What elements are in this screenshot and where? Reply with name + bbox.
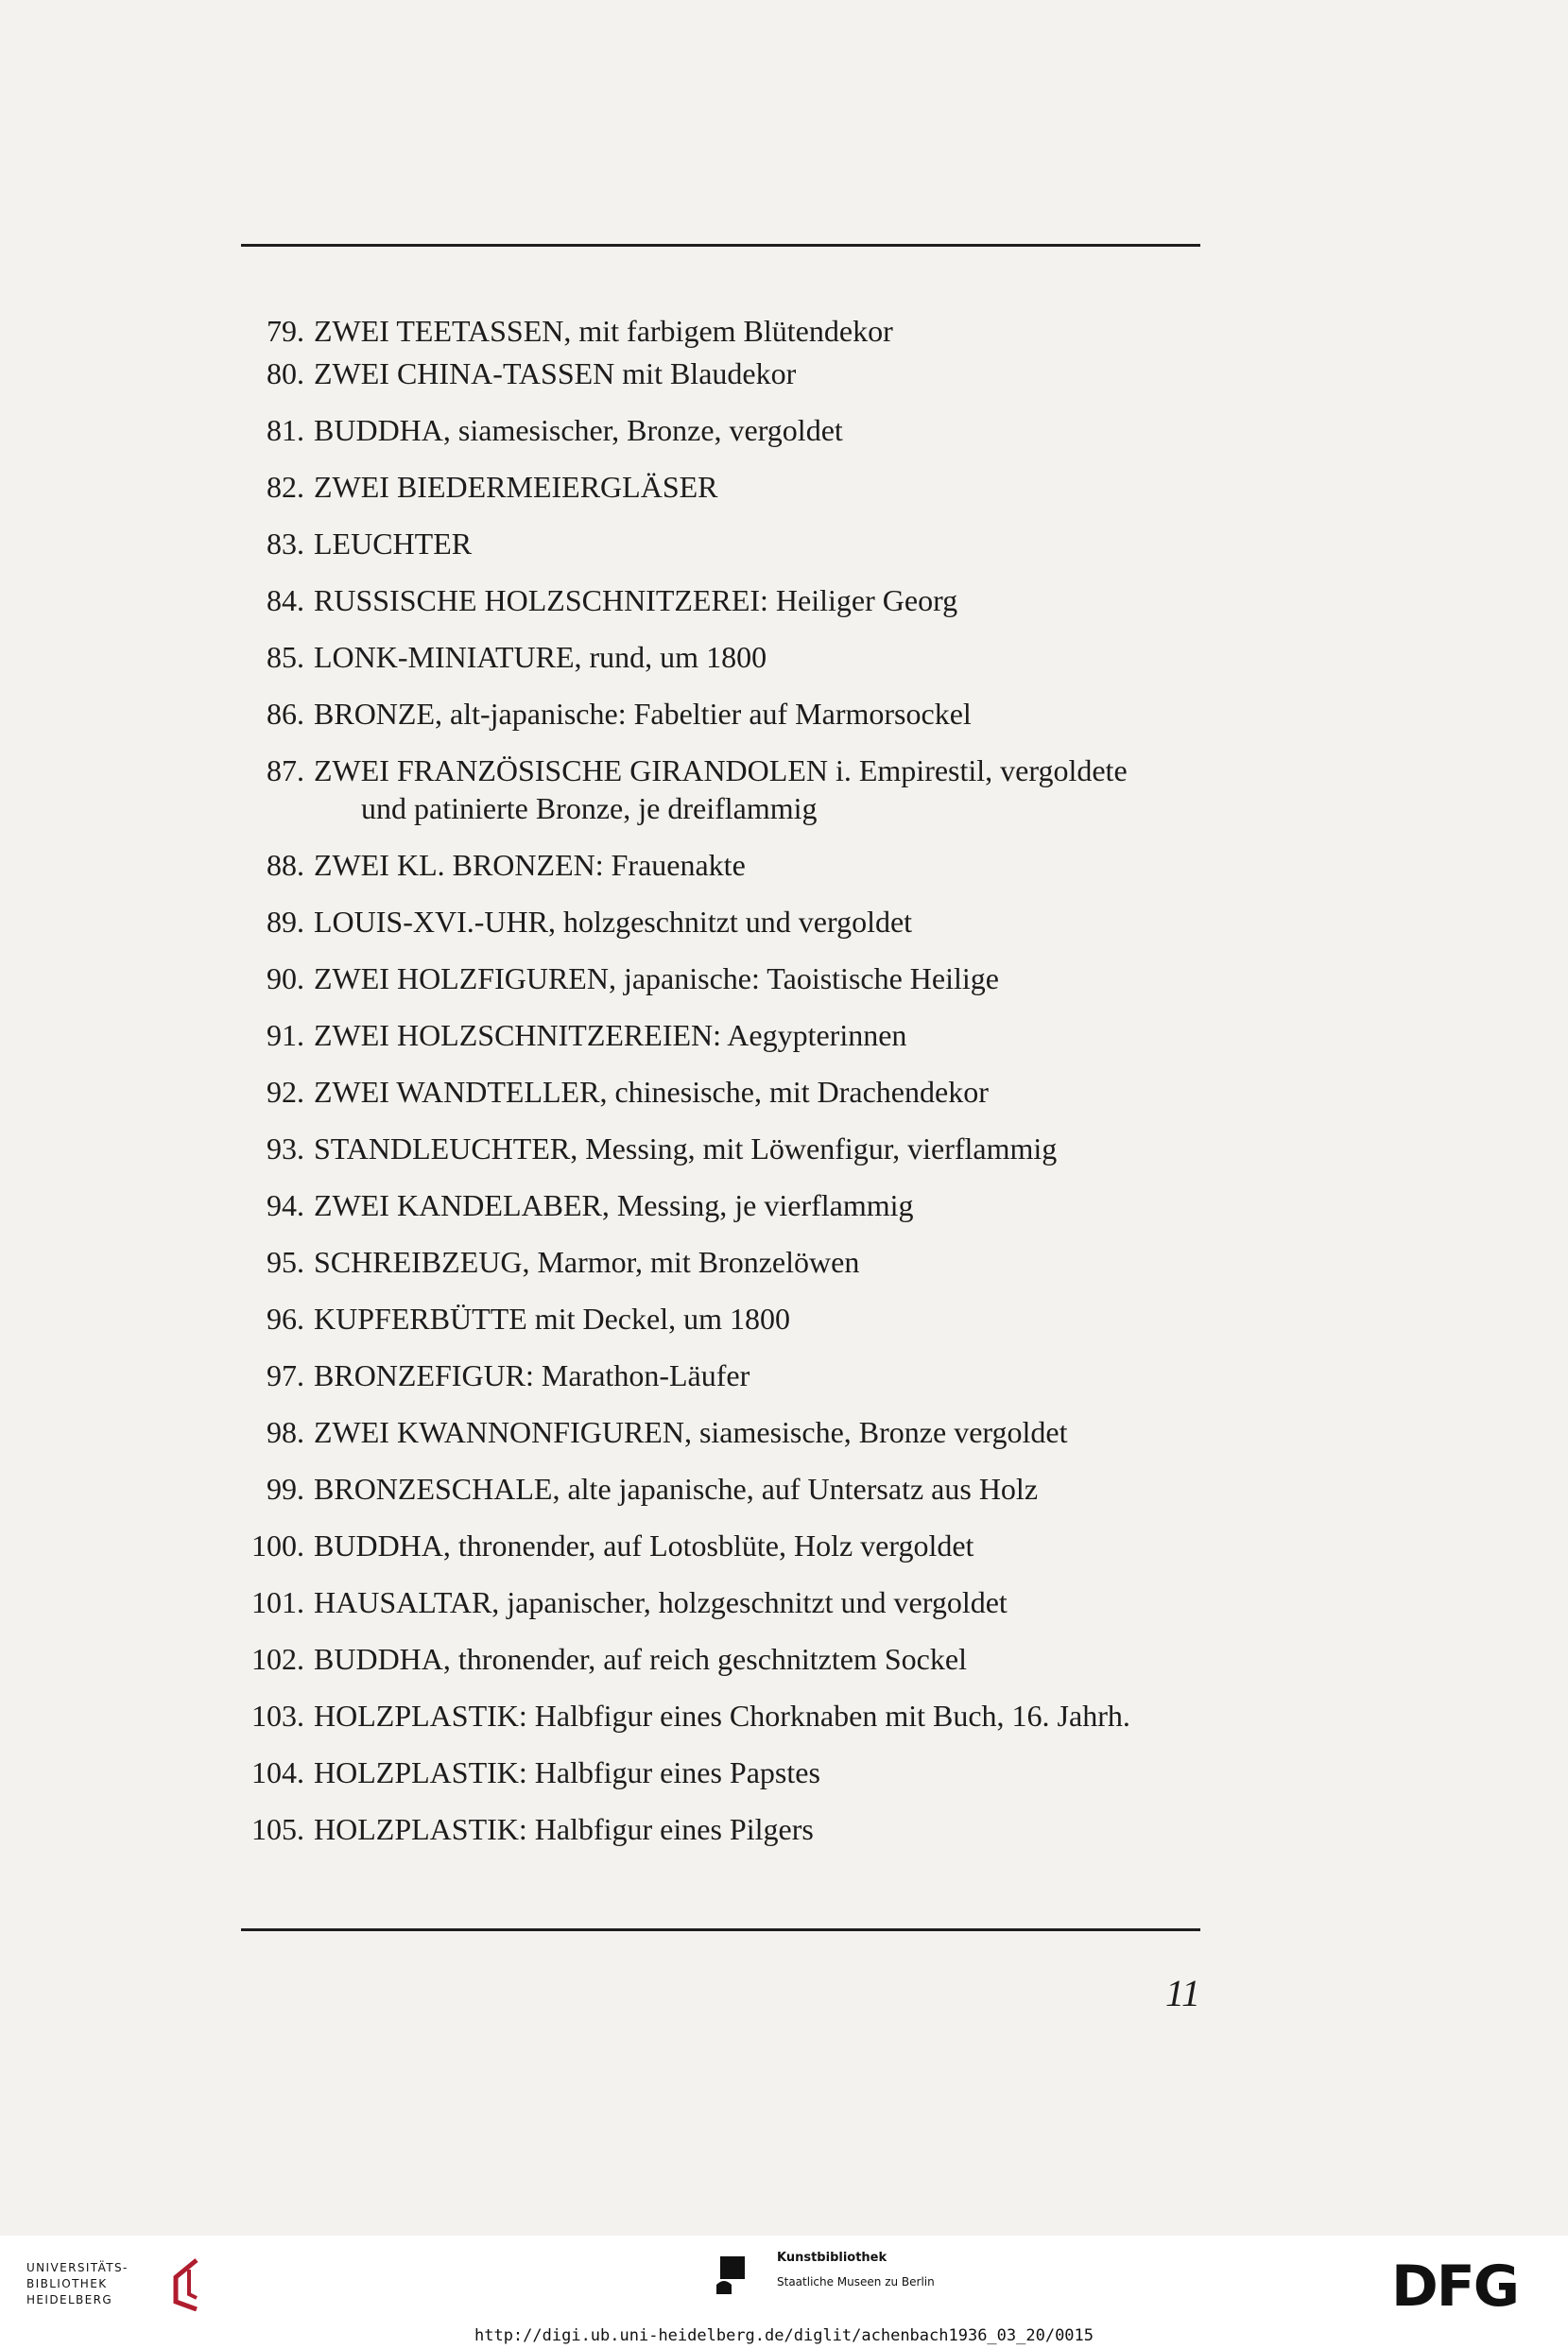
entry-text: BRONZEFIGUR: Marathon-Läufer (314, 1358, 750, 1392)
entry-number: 90. (267, 961, 304, 995)
catalog-entry (217, 1016, 1219, 1054)
entry-text: ZWEI HOLZFIGUREN, japanische: Taoistische Heilige (314, 961, 999, 995)
entry-text: HOLZPLASTIK: Halbfigur eines Pilgers (314, 1812, 814, 1846)
entry-text: ZWEI WANDTELLER, chinesische, mit Drachendekor (314, 1075, 989, 1109)
catalog-entry (217, 959, 1219, 997)
catalog-entry (217, 468, 1219, 506)
entry-number: 83. (267, 527, 304, 561)
entry-number: 94. (267, 1188, 304, 1222)
ub-line-1: UNIVERSITÄTS- (26, 2261, 129, 2274)
entry-text: BUDDHA, thronender, auf reich geschnitztem Sockel (314, 1642, 967, 1676)
entry-number: 103. (251, 1699, 304, 1733)
entry-text: LOUIS-XVI.-UHR, holzgeschnitzt und vergoldet (314, 905, 913, 939)
entry-text: ZWEI HOLZSCHNITZEREIEN: Aegypterinnen (314, 1018, 907, 1052)
entry-number: 98. (267, 1415, 304, 1449)
catalog-entry (217, 846, 1219, 884)
entry-number: 95. (267, 1245, 304, 1279)
ub-logo-text (26, 2260, 129, 2308)
entry-number: 85. (267, 640, 304, 674)
entry-number: 91. (267, 1018, 304, 1052)
entry-text: BRONZESCHALE, alte japanische, auf Untersatz aus Holz (314, 1472, 1039, 1506)
kunstbibliothek-emblem-icon (716, 2256, 747, 2294)
catalog-entry (217, 1697, 1219, 1735)
entry-text: ZWEI CHINA-TASSEN mit Blaudekor (314, 356, 797, 390)
university-library-logo[interactable] (26, 2254, 197, 2323)
entry-text: BUDDHA, thronender, auf Lotosblüte, Holz vergoldet (314, 1529, 974, 1563)
entry-text: HAUSALTAR, japanischer, holzgeschnitzt und vergoldet (314, 1585, 1008, 1619)
catalog-entry (217, 525, 1219, 562)
catalog-entry (217, 1810, 1219, 1848)
entry-number: 100. (251, 1529, 304, 1563)
entry-number: 99. (267, 1472, 304, 1506)
entry-text: ZWEI KANDELABER, Messing, je vierflammig (314, 1188, 914, 1222)
catalog-entry (217, 1753, 1219, 1791)
catalog-entry (217, 1527, 1219, 1564)
catalog-entry (217, 1640, 1219, 1678)
catalog-entry (217, 354, 1219, 392)
catalog-entry (217, 638, 1219, 676)
top-rule (241, 244, 1200, 247)
catalog-entry (217, 1470, 1219, 1508)
entry-number: 104. (251, 1755, 304, 1789)
catalog-entry (217, 1243, 1219, 1281)
entry-number: 88. (267, 848, 304, 882)
entry-number: 105. (251, 1812, 304, 1846)
entry-number: 92. (267, 1075, 304, 1109)
entry-number: 79. (267, 314, 304, 348)
bottom-rule (241, 1928, 1200, 1931)
entry-text: LEUCHTER (314, 527, 473, 561)
catalog-entry (217, 695, 1219, 733)
entry-number: 102. (251, 1642, 304, 1676)
entry-text: SCHREIBZEUG, Marmor, mit Bronzelöwen (314, 1245, 860, 1279)
digitization-footer (0, 2236, 1568, 2349)
entry-number: 89. (267, 905, 304, 939)
entry-number: 97. (267, 1358, 304, 1392)
entry-number: 81. (267, 413, 304, 447)
entry-text: RUSSISCHE HOLZSCHNITZEREI: Heiliger Georg (314, 583, 958, 617)
entry-text: ZWEI KL. BRONZEN: Frauenakte (314, 848, 746, 882)
ub-line-3: HEIDELBERG (26, 2293, 113, 2306)
entry-text: STANDLEUCHTER, Messing, mit Löwenfigur, vierflammig (314, 1131, 1058, 1166)
catalog-entry (217, 312, 1219, 350)
entry-text: HOLZPLASTIK: Halbfigur eines Chorknaben mit Buch, 16. Jahrh. (314, 1699, 1130, 1733)
entry-text: ZWEI FRANZÖSISCHE GIRANDOLEN i. Empirestil, vergoldete (314, 753, 1128, 787)
ub-emblem-icon (168, 2256, 200, 2311)
entry-number: 80. (267, 356, 304, 390)
catalog-entry-list (217, 312, 1219, 1848)
catalog-entry (217, 411, 1219, 449)
catalog-entry (217, 1356, 1219, 1394)
entry-continuation: und patinierte Bronze, je dreiflammig (361, 791, 818, 825)
entry-text: ZWEI TEETASSEN, mit farbigem Blütendekor (314, 314, 893, 348)
entry-text: LONK-MINIATURE, rund, um 1800 (314, 640, 767, 674)
catalog-entry (217, 1413, 1219, 1451)
catalog-entry (217, 1130, 1219, 1167)
catalog-entry (217, 581, 1219, 619)
catalog-entry (217, 1186, 1219, 1224)
entry-number: 84. (267, 583, 304, 617)
page-number: 11 (1164, 1972, 1200, 2014)
kunstbibliothek-title: Kunstbibliothek (777, 2251, 887, 2265)
entry-text: ZWEI KWANNONFIGUREN, siamesische, Bronze vergoldet (314, 1415, 1068, 1449)
entry-number: 82. (267, 470, 304, 504)
catalog-entry (217, 1583, 1219, 1621)
entry-text: HOLZPLASTIK: Halbfigur eines Papstes (314, 1755, 820, 1789)
catalog-entry (217, 1073, 1219, 1111)
dfg-logo[interactable]: DFG (1391, 2254, 1519, 2320)
catalog-entry (217, 903, 1219, 941)
entry-text: BUDDHA, siamesischer, Bronze, vergoldet (314, 413, 843, 447)
entry-number: 86. (267, 697, 304, 731)
kunstbibliothek-logo[interactable] (716, 2251, 1000, 2304)
kunstbibliothek-subtitle: Staatliche Museen zu Berlin (777, 2275, 935, 2289)
ub-line-2: BIBLIOTHEK (26, 2277, 108, 2290)
entry-number: 87. (267, 753, 304, 787)
catalog-entry (217, 1300, 1219, 1338)
catalog-entry (217, 751, 1219, 827)
entry-number: 96. (267, 1302, 304, 1336)
entry-text: ZWEI BIEDERMEIERGLÄSER (314, 470, 718, 504)
entry-number: 101. (251, 1585, 304, 1619)
entry-text: KUPFERBÜTTE mit Deckel, um 1800 (314, 1302, 790, 1336)
entry-text: BRONZE, alt-japanische: Fabeltier auf Marmorsockel (314, 697, 972, 731)
source-url-link[interactable]: http://digi.ub.uni-heidelberg.de/diglit/achenbach1936_03_20/0015 (474, 2326, 1094, 2345)
entry-number: 93. (267, 1131, 304, 1166)
